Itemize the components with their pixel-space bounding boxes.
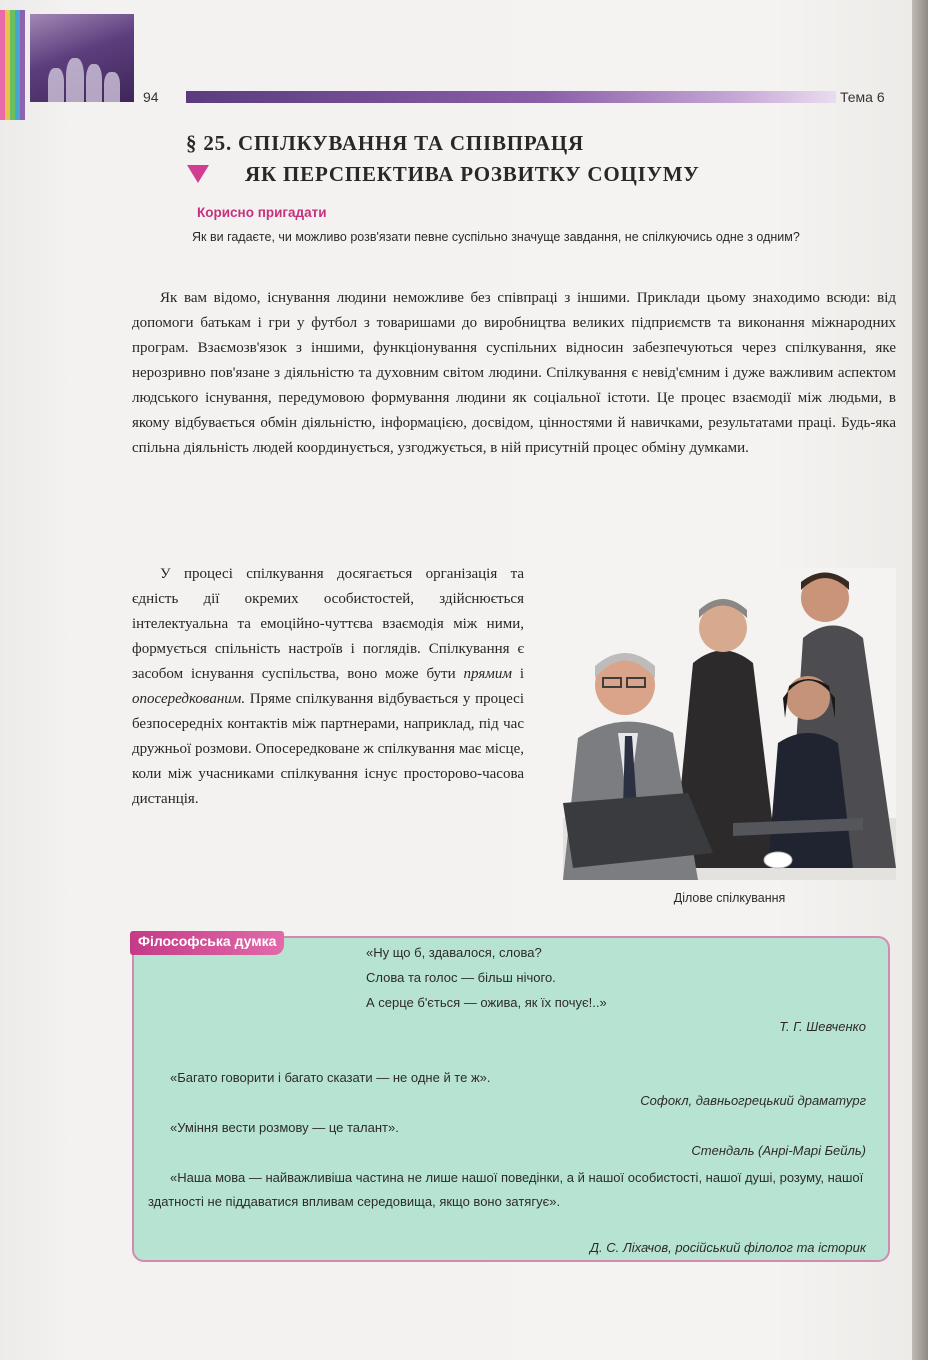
philosophy-label: Філософська думка xyxy=(130,931,284,955)
section-title-line1: § 25. СПІЛКУВАННЯ ТА СПІВПРАЦЯ xyxy=(186,131,584,155)
topic-corner-image xyxy=(30,14,134,102)
business-meeting-photo xyxy=(563,568,896,880)
paragraph2-and: і xyxy=(511,666,524,682)
term-indirect: опосередкованим. xyxy=(132,691,246,707)
body-paragraph-1: Як вам відомо, існування людини неможливе без співпраці з іншими. Приклади цьому знаходимо всюди: від допомоги батькам і гри у футбол з товаришами до виробництва великих підприємств та виконання міжнародних програм. Взаємозв'язок з іншими, функціонування суспільних відносин забезпечуються через спілкування, яке нерозривно пов'язане з діяльністю та духовним світом людини. Спілкування є невід'ємним і дуже важливим аспектом людського існування, передумовою формування людини як соціальної істоти. Це процес взаємодії між людьми, в якому відбувається обмін діяльністю, інформацією, досвідом, цінностями й навичками, результатами праці. Будь-яка спільна діяльність людей координується, узгоджується, в ній присутній процес обміну думками. xyxy=(132,290,896,456)
quote3-author: Стендаль (Анрі-Марі Бейль) xyxy=(691,1143,866,1158)
quote1-line3: А серце б'ється — ожива, як їх почує!..» xyxy=(366,995,607,1010)
quote4: «Наша мова — найважливіша частина не лише нашої поведінки, а й нашої особистості, нашої душі, розуму, нашої здатності не піддаватися впливам середовища, якщо воно затягує». xyxy=(148,1170,864,1209)
header-bar xyxy=(186,91,836,103)
photo-caption: Ділове спілкування xyxy=(673,891,786,905)
recall-question: Як ви гадаєте, чи можливо розв'язати певне суспільно значуще завдання, не спілкуючись одне з одним? xyxy=(192,230,800,244)
color-tab-stripes xyxy=(0,10,30,150)
quote2: «Багато говорити і багато сказати — не одне й те ж». xyxy=(170,1070,491,1085)
paragraph2-text-a: У процесі спілкування досягається організація та єдність дії окремих особистостей, здійснюється інтелектуальна та емоційно-чуттєва взаємодія між ними, формується спільність настроїв і поглядів. Спілкування є засобом існування суспільства, воно може бути xyxy=(132,566,524,682)
quote1-author: Т. Г. Шевченко xyxy=(779,1019,866,1034)
quote4-author: Д. С. Ліхачов, російський філолог та історик xyxy=(589,1240,866,1255)
term-direct: прямим xyxy=(463,666,512,682)
body-paragraph-2 xyxy=(132,562,524,812)
quote2-author: Софокл, давньогрецький драматург xyxy=(640,1093,866,1108)
book-spine xyxy=(912,0,928,1360)
section-title-line2: ЯК ПЕРСПЕКТИВА РОЗВИТКУ СОЦІУМУ xyxy=(245,162,700,186)
paragraph2-text-b: Пряме спілкування відбувається у процесі безпосередніх контактів між партнерами, наприклад, під час дружньої розмови. Опосередковане ж спілкування має місце, коли між учасниками спілкування існує просторово-часова дистанція. xyxy=(132,691,524,807)
topic-label: Тема 6 xyxy=(840,89,885,105)
page-number: 94 xyxy=(143,89,159,105)
triangle-marker-icon xyxy=(187,165,209,183)
quote1-line2: Слова та голос — більш нічого. xyxy=(366,970,556,985)
quote1-line1: «Ну що б, здавалося, слова? xyxy=(366,945,542,960)
quote3: «Уміння вести розмову — це талант». xyxy=(170,1120,399,1135)
recall-heading: Корисно пригадати xyxy=(197,205,327,220)
